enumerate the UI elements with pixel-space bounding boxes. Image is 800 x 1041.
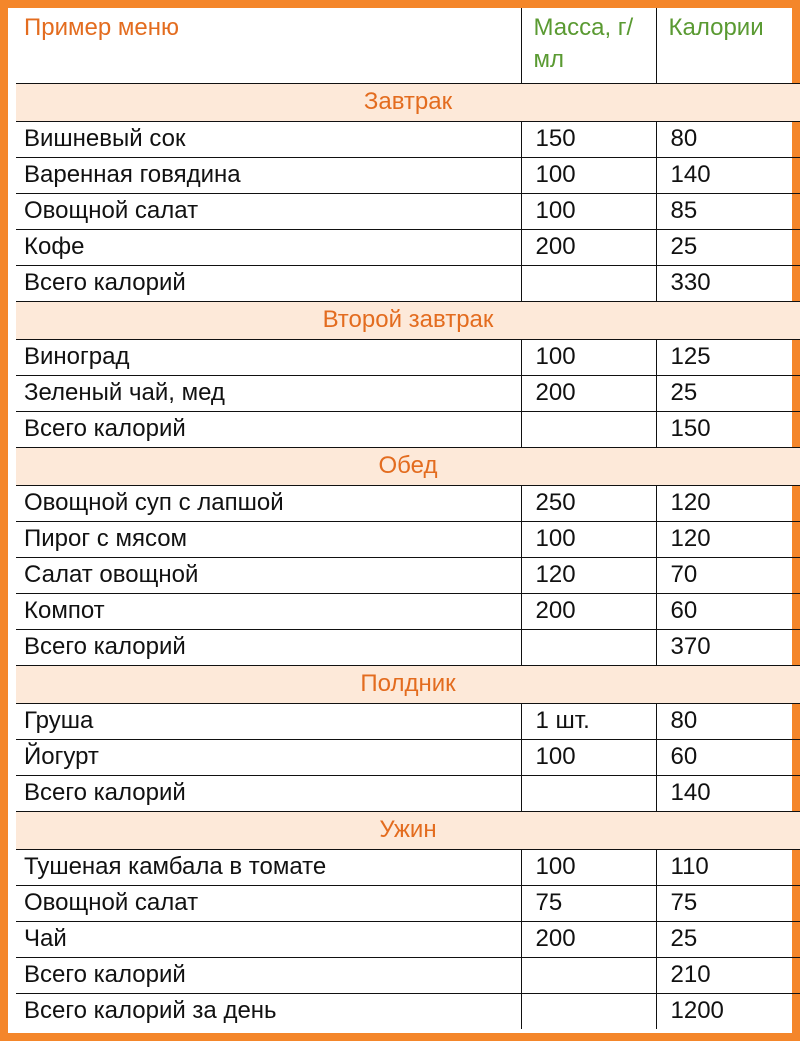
- mass-cell: 100: [521, 739, 656, 775]
- mass-cell: [521, 993, 656, 1029]
- total-row: [16, 629, 800, 665]
- item-name-cell: Груша: [16, 703, 521, 739]
- calories-cell: 80: [656, 703, 800, 739]
- table-row: [16, 121, 800, 157]
- calories-cell: 150: [656, 411, 800, 447]
- calories-cell: 120: [656, 521, 800, 557]
- calories-cell: 370: [656, 629, 800, 665]
- mass-cell: 100: [521, 849, 656, 885]
- item-name-cell: Салат овощной: [16, 557, 521, 593]
- item-name-cell: Всего калорий: [16, 775, 521, 811]
- mass-cell: 200: [521, 229, 656, 265]
- menu-table: [16, 8, 800, 1029]
- section-row: [16, 665, 800, 703]
- section-title: Завтрак: [16, 83, 800, 121]
- calories-cell: 70: [656, 557, 800, 593]
- calories-cell: 85: [656, 193, 800, 229]
- item-name-cell: Йогурт: [16, 739, 521, 775]
- item-name-cell: Овощной суп с лапшой: [16, 485, 521, 521]
- calories-cell: 60: [656, 739, 800, 775]
- total-row: [16, 265, 800, 301]
- menu-table-body: [16, 8, 800, 1029]
- item-name-cell: Варенная говядина: [16, 157, 521, 193]
- table-header-row: [16, 8, 800, 83]
- mass-cell: [521, 629, 656, 665]
- item-name-cell: Виноград: [16, 339, 521, 375]
- mass-cell: 1 шт.: [521, 703, 656, 739]
- table-row: [16, 849, 800, 885]
- mass-cell: [521, 775, 656, 811]
- table-row: [16, 557, 800, 593]
- table-row: [16, 921, 800, 957]
- mass-cell: 100: [521, 339, 656, 375]
- mass-cell: [521, 265, 656, 301]
- calories-cell: 80: [656, 121, 800, 157]
- mass-cell: 250: [521, 485, 656, 521]
- section-title: Полдник: [16, 665, 800, 703]
- table-row: [16, 521, 800, 557]
- item-name-cell: Компот: [16, 593, 521, 629]
- calories-cell: 1200: [656, 993, 800, 1029]
- mass-cell: 100: [521, 193, 656, 229]
- item-name-cell: Всего калорий: [16, 629, 521, 665]
- calories-cell: 25: [656, 921, 800, 957]
- calories-cell: 60: [656, 593, 800, 629]
- item-name-cell: Пирог с мясом: [16, 521, 521, 557]
- total-row: [16, 775, 800, 811]
- mass-cell: 200: [521, 921, 656, 957]
- table-row: [16, 885, 800, 921]
- item-name-cell: Кофе: [16, 229, 521, 265]
- mass-cell: 120: [521, 557, 656, 593]
- section-title: Второй завтрак: [16, 301, 800, 339]
- calories-cell: 140: [656, 157, 800, 193]
- item-name-cell: Чай: [16, 921, 521, 957]
- calories-column-header: Калории: [656, 8, 800, 83]
- mass-cell: [521, 957, 656, 993]
- section-row: [16, 301, 800, 339]
- calories-cell: 75: [656, 885, 800, 921]
- item-name-cell: Зеленый чай, мед: [16, 375, 521, 411]
- item-name-cell: Всего калорий: [16, 265, 521, 301]
- item-name-cell: Тушеная камбала в томате: [16, 849, 521, 885]
- table-row: [16, 703, 800, 739]
- table-row: [16, 739, 800, 775]
- table-row: [16, 193, 800, 229]
- menu-column-header: Пример меню: [16, 8, 521, 83]
- calories-cell: 125: [656, 339, 800, 375]
- mass-cell: 75: [521, 885, 656, 921]
- total-row: [16, 957, 800, 993]
- total-row: [16, 411, 800, 447]
- mass-cell: 200: [521, 593, 656, 629]
- table-row: [16, 375, 800, 411]
- calories-cell: 110: [656, 849, 800, 885]
- calories-cell: 25: [656, 375, 800, 411]
- mass-cell: 100: [521, 157, 656, 193]
- mass-cell: 150: [521, 121, 656, 157]
- item-name-cell: Овощной салат: [16, 885, 521, 921]
- calories-cell: 120: [656, 485, 800, 521]
- section-title: Обед: [16, 447, 800, 485]
- table-row: [16, 485, 800, 521]
- table-row: [16, 229, 800, 265]
- mass-cell: 100: [521, 521, 656, 557]
- table-row: [16, 593, 800, 629]
- item-name-cell: Вишневый сок: [16, 121, 521, 157]
- section-row: [16, 447, 800, 485]
- calories-cell: 140: [656, 775, 800, 811]
- mass-cell: 200: [521, 375, 656, 411]
- table-row: [16, 339, 800, 375]
- total-row: [16, 993, 800, 1029]
- item-name-cell: Всего калорий: [16, 957, 521, 993]
- mass-column-header: Масса, г/мл: [521, 8, 656, 83]
- item-name-cell: Всего калорий: [16, 411, 521, 447]
- table-row: [16, 157, 800, 193]
- item-name-cell: Овощной салат: [16, 193, 521, 229]
- item-name-cell: Всего калорий за день: [16, 993, 521, 1029]
- calories-cell: 330: [656, 265, 800, 301]
- section-row: [16, 83, 800, 121]
- section-title: Ужин: [16, 811, 800, 849]
- calories-cell: 210: [656, 957, 800, 993]
- calories-cell: 25: [656, 229, 800, 265]
- section-row: [16, 811, 800, 849]
- mass-cell: [521, 411, 656, 447]
